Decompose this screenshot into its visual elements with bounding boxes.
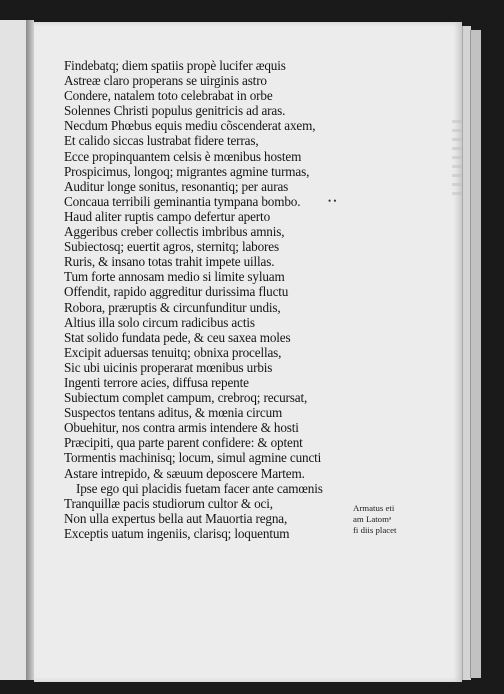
margin-mark: • • xyxy=(328,196,337,206)
verse-line: Sic ubi uicinis properarat mœnibus urbis xyxy=(64,359,273,375)
verse-line: Solennes Christi populus genitricis ad aras. xyxy=(64,103,286,119)
verse-line: Aggeribus creber collectis imbribus amnis, xyxy=(64,224,285,240)
verse-line: Tormentis machinisq; locum, simul agmine cuncti xyxy=(64,450,322,466)
verse-line: Ingenti terrore acies, diffusa repente xyxy=(64,374,249,390)
verse-line: Ipse ego qui placidis fuetam facer ante camœnis xyxy=(76,480,323,496)
verse-line: Astreæ claro properans se uirginis astro xyxy=(64,73,267,89)
verse-line: Subiectum complet campum, crebroq; recursat, xyxy=(64,390,308,406)
verse-line: Excipit aduersas tenuitq; obnixa procellas, xyxy=(64,344,282,360)
facing-page-edge xyxy=(0,20,27,680)
verse-line: Necdum Phœbus equis mediu cõscenderat axem, xyxy=(64,118,316,134)
marginal-gloss xyxy=(353,503,409,536)
verse-line: Altius illa solo circum radicibus actis xyxy=(64,314,255,330)
poem-text xyxy=(64,58,364,541)
verse-line: Et calido siccas lustrabat fidere terras, xyxy=(64,133,259,149)
verse-line: Tranquillæ pacis studiorum cultor & oci, xyxy=(64,495,273,511)
gloss-line: fi diis placet xyxy=(353,525,397,535)
verse-line: Tum forte annosam medio si limite syluam xyxy=(64,269,285,285)
verse-line: Findebatq; diem spatiis propè lucifer æquis xyxy=(64,58,286,73)
verse-line: Exceptis uatum ingeniis, clarisq; loquentum xyxy=(64,525,290,541)
verse-line: Suspectos tentans aditus, & mœnia circum xyxy=(64,405,283,421)
verse-line: Subiectosq; euertit agros, sternitq; labores xyxy=(64,239,279,255)
verse-line: Robora, præruptis & circunfunditur undis, xyxy=(64,299,281,315)
verse-line: Stat solido fundata pede, & ceu saxea moles xyxy=(64,329,291,345)
book-gutter xyxy=(26,20,34,680)
verse-line: Astare intrepido, & sæuum deposcere Martem. xyxy=(64,465,305,481)
verse-line: Condere, natalem toto celebrabat in orbe xyxy=(64,88,273,104)
verse-line: Obuehitur, nos contra armis intendere & hosti xyxy=(64,420,299,436)
gloss-line: Armatus eti xyxy=(353,503,395,513)
verse-line: Non ulla expertus bella aut Mauortia regna, xyxy=(64,510,288,526)
verse-line: Ecce propinquantem celsis è mœnibus hostem xyxy=(64,148,302,164)
verse-line: Concaua terribili geminantia tympana bombo. xyxy=(64,193,301,209)
verse-line: Offendit, rapido aggreditur durissima fluctu xyxy=(64,284,289,300)
verse-line: Haud aliter ruptis campo defertur aperto xyxy=(64,208,271,224)
page-edge xyxy=(470,30,481,678)
verse-line: Ruris, & insano totas trahit impete uillas. xyxy=(64,254,275,270)
verse-line: Præcipiti, qua parte parent confidere: & optent xyxy=(64,435,303,451)
page-stain xyxy=(452,120,462,200)
gloss-line: am Latomᵃ xyxy=(353,514,392,524)
verse-line: Prospicimus, longoq; migrantes agmine turmas, xyxy=(64,163,310,179)
verse-line: Auditur longe sonitus, resonantiq; per auras xyxy=(64,178,289,194)
